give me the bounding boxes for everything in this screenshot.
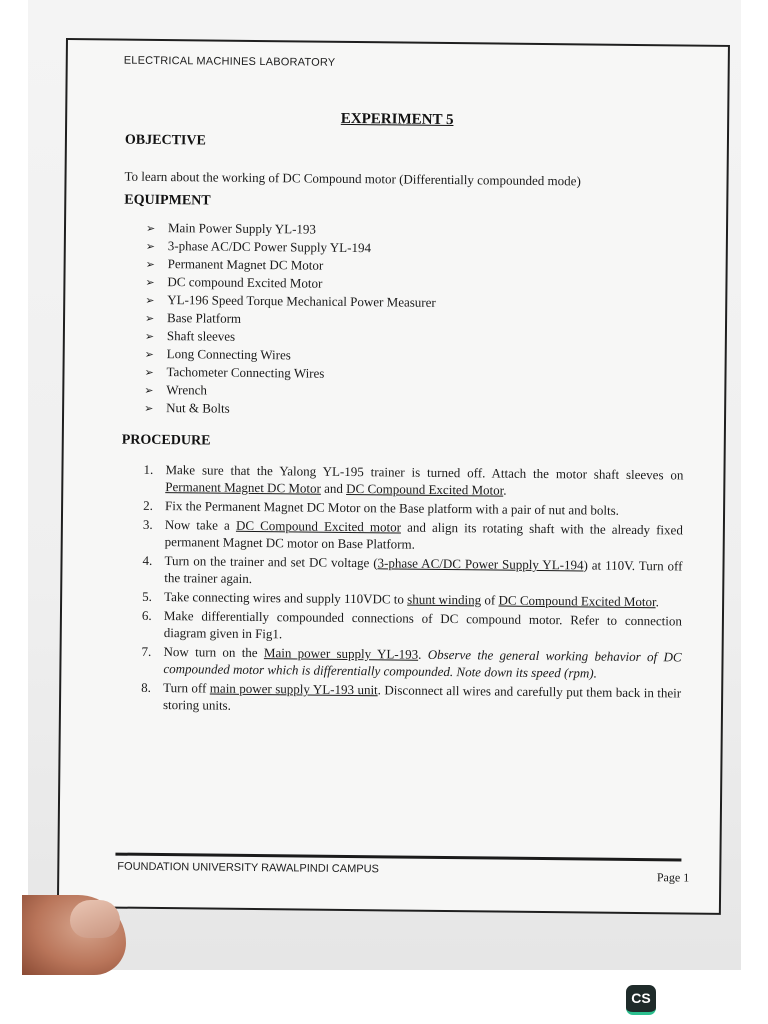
step-text-run: Turn on the trainer and set DC voltage ( xyxy=(164,553,378,571)
step-text xyxy=(164,607,682,646)
step-number: 2. xyxy=(143,497,153,513)
equipment-item-label: YL-196 Speed Torque Mechanical Power Measurer xyxy=(167,292,436,310)
procedure-heading: PROCEDURE xyxy=(121,432,211,449)
arrow-bullet-icon: ➢ xyxy=(145,258,155,271)
step-number: 1. xyxy=(143,461,154,477)
underlined-term: main power supply YL-193 unit xyxy=(209,680,378,698)
arrow-bullet-icon: ➢ xyxy=(145,240,156,253)
underlined-term: Permanent Magnet DC Motor xyxy=(165,479,322,496)
document-page xyxy=(57,38,730,915)
procedure-step xyxy=(142,552,682,592)
step-text-run: and xyxy=(320,480,347,496)
equipment-item-label: 3-phase AC/DC Power Supply YL-194 xyxy=(167,238,372,256)
experiment-title: EXPERIMENT 5 xyxy=(340,110,454,129)
step-text-run: Now take a xyxy=(164,517,237,533)
arrow-bullet-icon: ➢ xyxy=(144,402,154,415)
step-number: 7. xyxy=(141,643,152,659)
equipment-item-label: Permanent Magnet DC Motor xyxy=(167,256,324,273)
fingernail-photo xyxy=(70,900,120,938)
objective-text: To learn about the working of DC Compound motor (Differentially compounded mode) xyxy=(124,168,581,189)
step-text-run: Turn off xyxy=(163,680,210,696)
lab-header: ELECTRICAL MACHINES LABORATORY xyxy=(123,54,336,69)
step-text xyxy=(163,679,681,718)
arrow-bullet-icon: ➢ xyxy=(144,384,154,397)
procedure-step xyxy=(141,679,681,719)
step-text xyxy=(165,461,683,500)
equipment-item-label: Main Power Supply YL-193 xyxy=(167,220,317,237)
page-number: Page 1 xyxy=(656,870,690,885)
procedure-list xyxy=(141,461,684,721)
step-text-run: Take connecting wires and supply 110VDC to xyxy=(164,589,408,607)
step-text-run: . xyxy=(418,646,428,662)
step-text-run: Fix the Permanent Magnet DC Motor on the Base platform with a pair of nut and bolts. xyxy=(165,498,620,518)
procedure-step xyxy=(142,607,682,647)
arrow-bullet-icon: ➢ xyxy=(145,276,155,289)
equipment-heading: EQUIPMENT xyxy=(124,192,211,209)
step-number: 6. xyxy=(141,607,152,623)
procedure-step xyxy=(143,461,683,501)
step-text xyxy=(163,643,681,682)
step-text-run: ) at 110V. Turn off the trainer again. xyxy=(164,557,683,586)
step-text-run: Now turn on the xyxy=(163,644,265,661)
step-text-run: Make differentially compounded connections of DC compound motor. Refer to connection diagram given in Fig1. xyxy=(163,608,683,642)
equipment-item-label: Shaft sleeves xyxy=(166,328,236,344)
arrow-bullet-icon: ➢ xyxy=(145,294,155,307)
step-number: 8. xyxy=(141,679,152,695)
equipment-item-label: Nut & Bolts xyxy=(166,400,230,416)
step-number: 4. xyxy=(142,552,153,568)
underlined-term: 3-phase AC/DC Power Supply YL-194 xyxy=(377,555,584,573)
step-text-run: of xyxy=(481,592,499,608)
objective-heading: OBJECTIVE xyxy=(124,132,206,149)
underlined-term: Main power supply YL-193 xyxy=(263,645,419,662)
arrow-bullet-icon: ➢ xyxy=(144,348,154,361)
step-text-run: and align its rotating shaft with the already fixed permanent Magnet DC motor on Base Platform. xyxy=(164,519,683,552)
underlined-term: DC Compound Excited motor xyxy=(235,517,402,535)
arrow-bullet-icon: ➢ xyxy=(144,366,154,379)
equipment-item xyxy=(144,399,435,420)
step-text xyxy=(165,516,683,555)
equipment-item-label: Base Platform xyxy=(166,310,242,326)
camscanner-badge: CS xyxy=(626,985,656,1015)
equipment-item-label: Long Connecting Wires xyxy=(166,346,291,363)
arrow-bullet-icon: ➢ xyxy=(145,222,156,235)
step-text-run: Observe the general working behavior of DC compounded motor which is differentially compounded. Note down its speed (rpm). xyxy=(163,646,682,681)
procedure-step xyxy=(143,516,683,556)
equipment-item-label: Tachometer Connecting Wires xyxy=(166,364,325,381)
underlined-term: DC Compound Excited Motor xyxy=(498,592,656,610)
arrow-bullet-icon: ➢ xyxy=(144,330,155,343)
equipment-item-label: DC compound Excited Motor xyxy=(167,274,323,291)
procedure-step xyxy=(141,643,681,683)
equipment-list xyxy=(144,219,437,420)
step-text-run: Make sure that the Yalong YL-195 trainer is turned off. Attach the motor shaft sleeves on xyxy=(165,462,684,483)
arrow-bullet-icon: ➢ xyxy=(145,312,155,325)
equipment-item-label: Wrench xyxy=(166,382,208,398)
step-number: 5. xyxy=(142,588,152,604)
footer-campus: FOUNDATION UNIVERSITY RAWALPINDI CAMPUS xyxy=(117,860,379,876)
step-text-run: . xyxy=(503,482,507,498)
step-text-run: . Disconnect all wires and carefully put them back in their storing units. xyxy=(162,682,682,713)
step-text xyxy=(164,552,682,591)
underlined-term: shunt winding xyxy=(407,591,482,608)
step-text-run: . xyxy=(655,594,659,610)
footer-divider xyxy=(115,853,681,862)
underlined-term: DC Compound Excited Motor xyxy=(346,480,504,498)
step-number: 3. xyxy=(142,516,153,532)
